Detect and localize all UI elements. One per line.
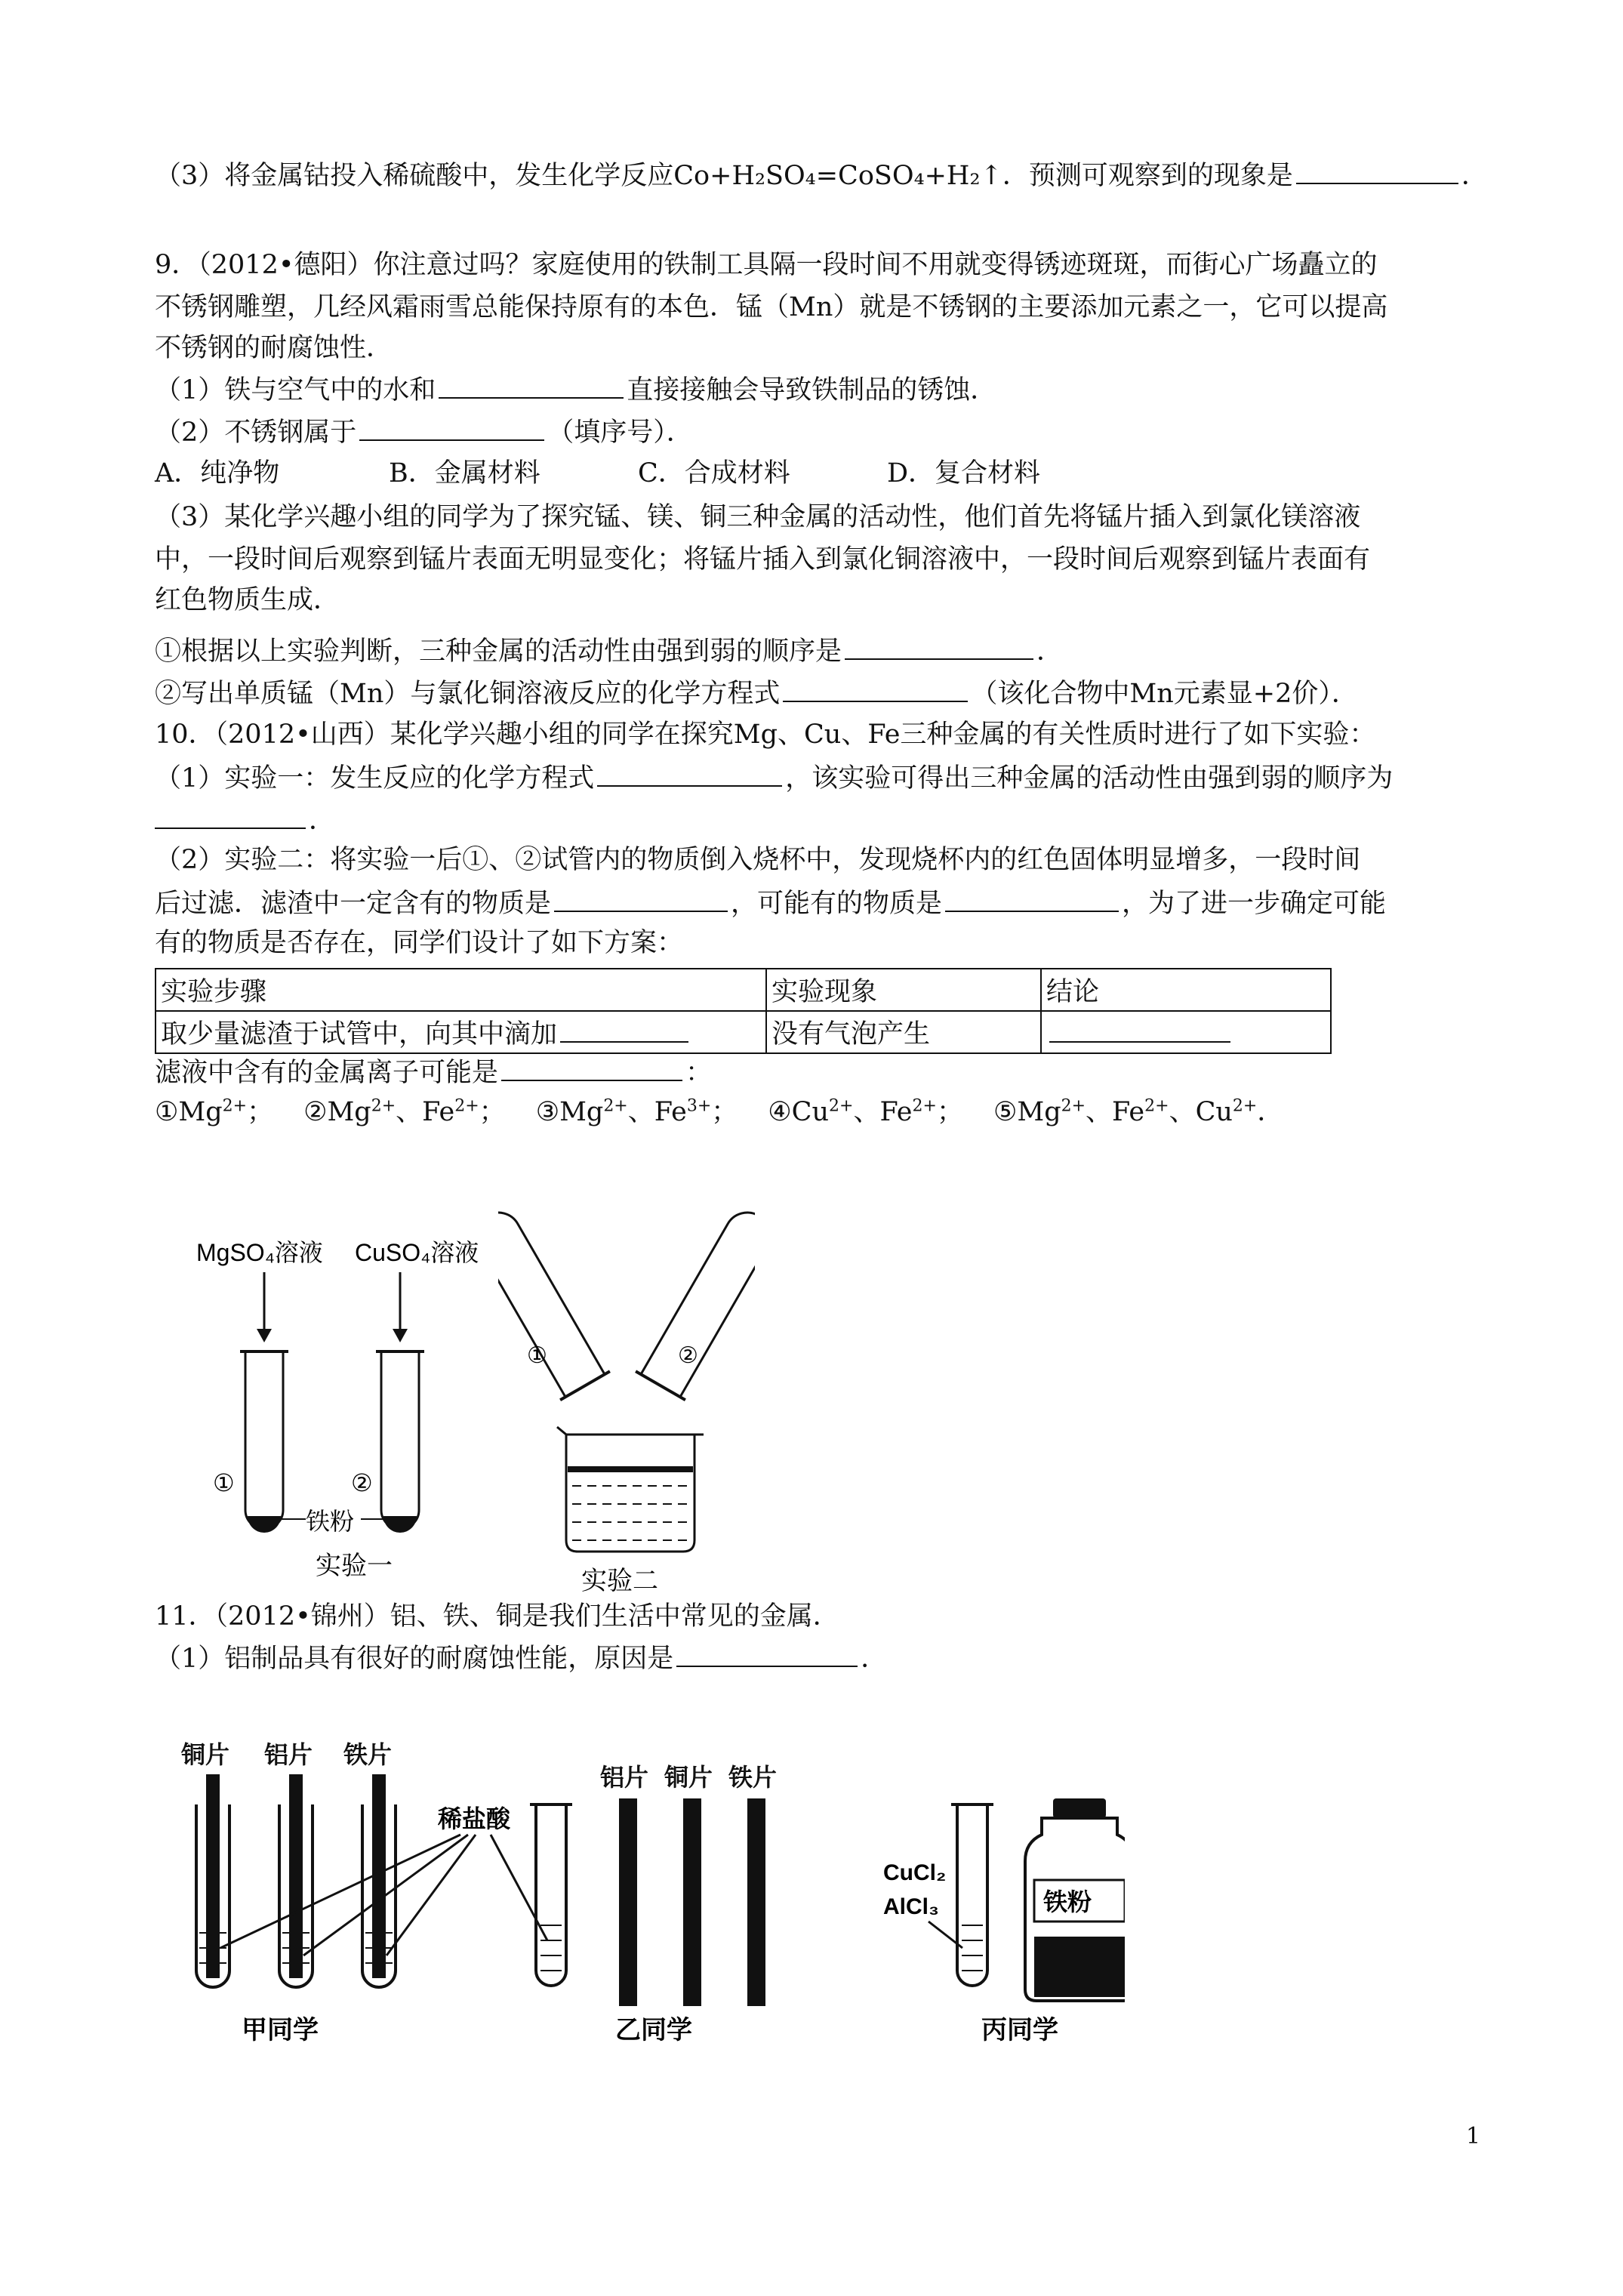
- option-b: B．金属材料: [389, 458, 540, 488]
- answer-blank[interactable]: [554, 885, 728, 912]
- q9-part3-line1: （3）某化学兴趣小组的同学为了探究锰、镁、铜三种金属的活动性，他们首先将锰片插入到氯化镁溶液: [155, 502, 1361, 532]
- table-header-phenomenon: 实验现象: [766, 969, 1041, 1011]
- student-jia-tubes: [196, 1774, 396, 1987]
- arrow-head: [257, 1329, 272, 1342]
- q10-ion-options: [155, 1095, 1283, 1130]
- experiment-two-figure: [498, 1208, 755, 1593]
- table-header-step: 实验步骤: [156, 969, 766, 1011]
- label-dilute-hcl: 稀盐酸: [438, 1805, 511, 1832]
- q9-intro-line3: 不锈钢的耐腐蚀性．: [155, 333, 393, 363]
- arrow-head: [393, 1329, 408, 1342]
- label-aluminum-sheet: 铝片: [264, 1741, 313, 1768]
- label-experiment-one: 实验一: [316, 1552, 393, 1580]
- table-cell-step: 取少量滤渣于试管中，向其中滴加: [156, 1011, 766, 1053]
- table-header-row: [156, 969, 1331, 1011]
- answer-blank[interactable]: [155, 802, 306, 829]
- option-d: D．复合材料: [887, 458, 1041, 488]
- label-alcl3: AlCl₃: [883, 1894, 939, 1919]
- bing-tube: [951, 1804, 993, 1986]
- q9-intro-line1: 9．（2012•德阳）你注意过吗？家庭使用的铁制工具隔一段时间不用就变得锈迹斑斑，而街心广场矗立的: [155, 250, 1378, 280]
- answer-blank[interactable]: [501, 1054, 682, 1081]
- label-copper-sheet: 铜片: [181, 1741, 230, 1768]
- label-iron-sheet: 铁片: [728, 1764, 778, 1791]
- answer-blank[interactable]: [597, 760, 782, 787]
- label-iron-powder-jar: 铁粉: [1043, 1888, 1092, 1915]
- experiment-one-figure: [181, 1200, 498, 1593]
- q9-options: [155, 456, 1040, 491]
- label-iron-powder: 铁粉: [306, 1508, 355, 1535]
- label-experiment-two: 实验二: [581, 1567, 658, 1593]
- label-iron-sheet: 铁片: [343, 1741, 393, 1768]
- q9-part2: （2）不锈钢属于 （填序号）．: [155, 414, 693, 450]
- experiment-table: [155, 968, 1332, 1054]
- option-c: C．合成材料: [638, 458, 790, 488]
- label-copper-sheet: 铜片: [664, 1764, 713, 1791]
- q9-sub1: ①根据以上实验判断，三种金属的活动性由强到弱的顺序是 ．: [155, 633, 1063, 669]
- table-cell-phenomenon: 没有气泡产生: [766, 1011, 1041, 1053]
- q10-part2-line2: 后过滤．滤渣中一定含有的物质是 ，可能有的物质是 ，为了进一步确定可能: [155, 885, 1386, 921]
- label-cucl2: CuCl₂: [883, 1860, 947, 1885]
- test-tube-1: [245, 1351, 283, 1529]
- label-cuso4: CuSO₄溶液: [355, 1239, 479, 1266]
- q10-part1-cont: ．: [155, 802, 335, 838]
- q11-intro: 11．（2012•锦州）铝、铁、铜是我们生活中常见的金属．: [155, 1601, 839, 1632]
- label-student-jia: 甲同学: [242, 2016, 319, 2045]
- ion-option-1: $①Mg^{2+}$；: [155, 1096, 274, 1127]
- q9-sub2: ②写出单质锰（Mn）与氯化铜溶液反应的化学方程式 （该化合物中Mn元素显+2价）．: [155, 675, 1358, 711]
- copper-strip: [683, 1798, 701, 2006]
- iron-strip: [747, 1798, 765, 2006]
- q10-intro: 10．（2012•山西）某化学兴趣小组的同学在探究Mg、Cu、Fe三种金属的有关性质时进行了如下实验：: [155, 720, 1376, 750]
- q9-part3-line3: 红色物质生成．: [155, 585, 340, 615]
- q10-ions-question: 滤液中含有的金属离子可能是 ：: [155, 1054, 712, 1090]
- option-a: A．纯净物: [155, 458, 280, 488]
- answer-blank[interactable]: [359, 414, 544, 441]
- table-header-conclusion: 结论: [1041, 969, 1331, 1011]
- label-student-bing: 丙同学: [981, 2016, 1058, 2045]
- q10-part2-line1: （2）实验二：将实验一后①、②试管内的物质倒入烧杯中，发现烧杯内的红色固体明显增多，一段时间: [155, 845, 1361, 875]
- table-row: [156, 1011, 1331, 1053]
- tilted-tube-2: [636, 1208, 755, 1400]
- q9-part3-line2: 中，一段时间后观察到锰片表面无明显变化；将锰片插入到氯化铜溶液中，一段时间后观察到锰片表面有: [155, 544, 1371, 575]
- answer-blank[interactable]: [1049, 1015, 1230, 1043]
- table-cell-conclusion: [1041, 1011, 1331, 1053]
- equation-co-h2so4: Co+H₂SO₄=CoSO₄+H₂↑: [673, 161, 1002, 191]
- tube-number-2: ②: [678, 1343, 698, 1368]
- single-tube: [530, 1804, 572, 1986]
- answer-blank[interactable]: [783, 675, 968, 702]
- aluminum-strip: [619, 1798, 637, 2006]
- answer-blank[interactable]: [945, 885, 1119, 912]
- test-tube-2: [381, 1351, 419, 1529]
- iron-powder: [248, 1516, 281, 1533]
- q11-part1: （1）铝制品具有很好的耐腐蚀性能，原因是 ．: [155, 1640, 887, 1676]
- q10-part2-line3: 有的物质是否存在，同学们设计了如下方案：: [155, 928, 684, 958]
- q9-intro-line2: 不锈钢雕塑，几经风霜雨雪总能保持原有的本色．锰（Mn）就是不锈钢的主要添加元素之一，它可以提高: [155, 292, 1388, 322]
- q8-part3-line: （3）将金属钴投入稀硫酸中，发生化学反应Co+H₂SO₄=CoSO₄+H₂↑．预测可观察到的现象是 ．: [155, 157, 1488, 193]
- metal-experiment-figure: [174, 1729, 1125, 2061]
- label-mgso4: MgSO₄溶液: [196, 1239, 323, 1266]
- ion-option-2: $②Mg^{2+}$、$Fe^{2+}$；: [303, 1096, 506, 1127]
- answer-blank[interactable]: [560, 1015, 688, 1043]
- ion-option-5: $⑤Mg^{2+}$、$Fe^{2+}$、$Cu^{2+}$．: [993, 1096, 1284, 1127]
- label-student-yi: 乙同学: [615, 2016, 692, 2045]
- beaker-liquid: [572, 1486, 691, 1540]
- answer-blank[interactable]: [676, 1640, 858, 1667]
- tube-number-1: ①: [527, 1343, 547, 1368]
- iron-powder: [383, 1516, 417, 1533]
- tube-number-2: ②: [351, 1469, 373, 1496]
- label-aluminum-sheet: 铝片: [600, 1764, 649, 1791]
- ion-option-3: $③Mg^{2+}$、$Fe^{3+}$；: [535, 1096, 738, 1127]
- tilted-tube-1: [498, 1208, 610, 1400]
- tube-number-1: ①: [213, 1469, 235, 1496]
- q9-part1: （1）铁与空气中的水和 直接接触会导致铁制品的锈蚀．: [155, 371, 996, 408]
- answer-blank[interactable]: [1296, 157, 1458, 184]
- beaker: [557, 1427, 694, 1552]
- answer-blank[interactable]: [845, 633, 1033, 660]
- q10-part1: （1）实验一：发生反应的化学方程式 ，该实验可得出三种金属的活动性由强到弱的顺序为: [155, 760, 1393, 796]
- answer-blank[interactable]: [439, 371, 624, 399]
- page-number: 1: [1466, 2123, 1481, 2150]
- ion-option-4: $④Cu^{2+}$、$Fe^{2+}$；: [768, 1096, 963, 1127]
